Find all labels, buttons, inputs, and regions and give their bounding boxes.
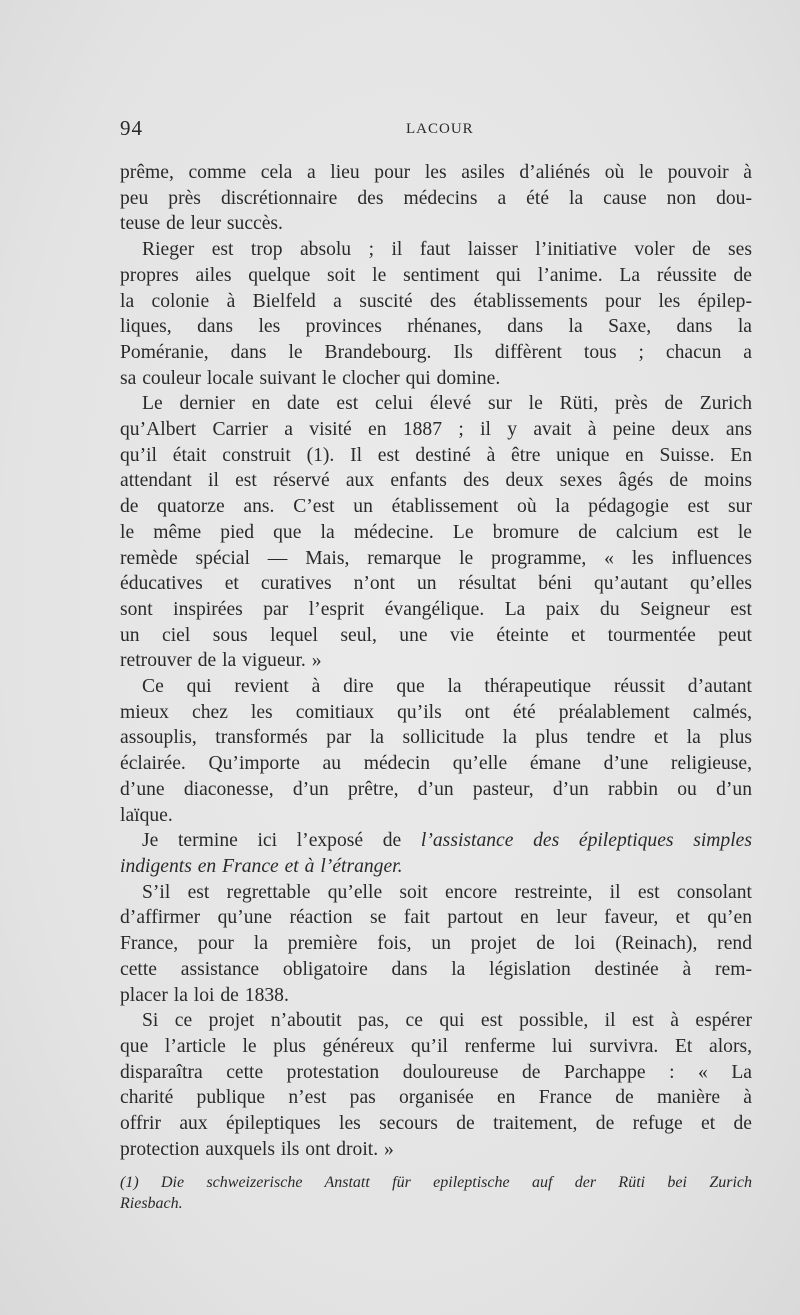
text-run: Je termine ici l’exposé de — [142, 830, 421, 852]
footnote — [120, 1172, 752, 1214]
text-line: laïque. — [120, 804, 173, 826]
text-line: la colonie à Bielfeld a suscité des établissements pour les épilep- — [120, 290, 752, 312]
text-line: d’affirmer qu’une réaction se fait partout en leur faveur, et qu’en — [120, 907, 752, 929]
text-line: teuse de leur succès. — [120, 213, 283, 235]
italic-line — [120, 854, 752, 880]
text-line: le même pied que la médecine. Le bromure de calcium est le — [120, 521, 752, 543]
text-line: Poméranie, dans le Brandebourg. Ils diffèrent tous ; chacun a — [120, 341, 752, 363]
text-line: retrouver de la vigueur. » — [120, 650, 322, 672]
text-line: S’il est regrettable qu’elle soit encore restreinte, il est consolant — [142, 881, 752, 903]
text-line: cette assistance obligatoire dans la législation destinée à rem- — [120, 958, 752, 980]
text-line: éducatives et curatives n’ont un résultat béni qu’autant qu’elles — [120, 573, 752, 595]
text-line: offrir aux épileptiques les secours de traitement, de refuge et de — [120, 1113, 752, 1135]
text-line: charité publique n’est pas organisée en France de manière à — [120, 1087, 752, 1109]
text-line: sa couleur locale suivant le clocher qui domine. — [120, 367, 501, 389]
footnote-line: (1) Die schweizerische Anstatt für epileptische auf der Rüti bei Zurich — [120, 1174, 752, 1191]
text-line: que l’article le plus généreux qu’il renferme lui survivra. Et alors, — [120, 1035, 752, 1057]
text-line: France, pour la première fois, un projet de loi (Reinach), rend — [120, 933, 752, 955]
text-line-mixed — [120, 828, 752, 854]
text-line: Rieger est trop absolu ; il faut laisser l’initiative voler de ses — [142, 239, 752, 261]
footnote-line: Riesbach. — [120, 1195, 183, 1212]
text-line: sont inspirées par l’esprit évangélique. La paix du Seigneur est — [120, 598, 752, 620]
text-line: Si ce projet n’aboutit pas, ce qui est possible, il est à espérer — [142, 1010, 752, 1032]
italic-phrase-continued: indigents en France et à l’étranger. — [120, 855, 403, 877]
text-line: placer la loi de 1838. — [120, 984, 289, 1006]
text-line: éclairée. Qu’importe au médecin qu’elle émane d’une religieuse, — [120, 753, 752, 775]
text-line: assouplis, transformés par la sollicitude la plus tendre et la plus — [120, 727, 752, 749]
text-line: remède spécial — Mais, remarque le programme, « les influences — [120, 547, 752, 569]
text-line: attendant il est réservé aux enfants des deux sexes âgés de moins — [120, 470, 752, 492]
italic-phrase: l’assistance des épileptiques simples — [420, 830, 752, 852]
text-line: protection auxquels ils ont droit. » — [120, 1138, 394, 1160]
text-line: mieux chez les comitiaux qu’ils ont été préalablement calmés, — [120, 701, 752, 723]
text-line: d’une diaconesse, d’un prêtre, d’un pasteur, d’un rabbin ou d’un — [120, 778, 752, 800]
text-line: un ciel sous lequel seul, une vie éteinte et tourmentée peut — [120, 624, 752, 646]
text-line: peu près discrétionnaire des médecins a été la cause non dou- — [120, 187, 752, 209]
text-line: Le dernier en date est celui élevé sur le Rüti, près de Zurich — [142, 393, 752, 415]
text-line: prême, comme cela a lieu pour les asiles d’aliénés où le pouvoir à — [120, 162, 752, 183]
text-line: liques, dans les provinces rhénanes, dans la Saxe, dans la — [120, 316, 752, 338]
page-number: 94 — [120, 116, 143, 140]
text-line: Ce qui revient à dire que la thérapeutique réussit d’autant — [142, 676, 752, 698]
text-line: qu’Albert Carrier a visité en 1887 ; il y avait à peine deux ans — [120, 419, 752, 441]
text-line: propres ailes quelque soit le sentiment qui l’anime. La réussite de — [120, 264, 752, 286]
text-line: disparaîtra cette protestation douloureuse de Parchappe : « La — [120, 1061, 752, 1083]
text-line: qu’il était construit (1). Il est destiné à être unique en Suisse. En — [120, 444, 752, 466]
running-head: LACOUR — [406, 121, 474, 137]
text-line: de quatorze ans. C’est un établissement où la pédagogie est sur — [120, 496, 752, 518]
body-text — [120, 160, 752, 1162]
